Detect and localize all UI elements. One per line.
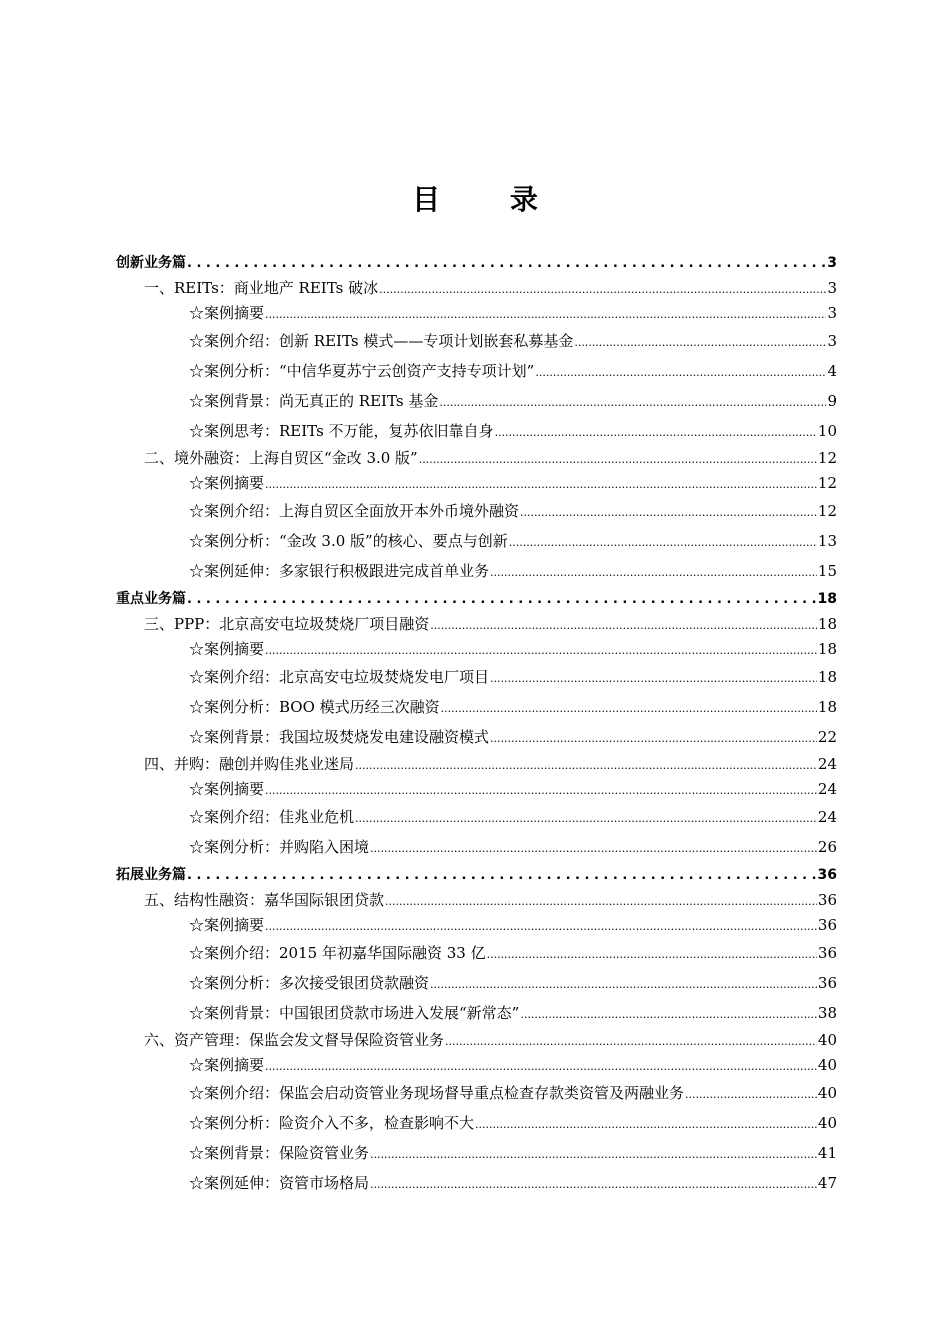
toc-subentry[interactable] (116, 471, 837, 496)
toc-entry-text: 重点业务篇 (116, 591, 186, 607)
toc-subentry[interactable] (116, 326, 837, 356)
toc-page-number: 18 (817, 640, 837, 658)
toc-page-number: 3 (827, 304, 837, 322)
toc-subentry[interactable] (116, 301, 837, 326)
toc-subentry[interactable] (116, 913, 837, 938)
toc-page-number: 18 (817, 668, 837, 686)
toc-entry-text: ☆案例摘要 (189, 474, 265, 492)
toc-dot-leader (265, 304, 826, 322)
toc-dot-leader (509, 532, 817, 550)
toc-page-number: 9 (827, 392, 837, 410)
toc-entry-text: ☆案例背景：中国银团贷款市场进入发展“新常态” (189, 1004, 520, 1022)
toc-entry-text: ☆案例介绍：上海自贸区全面放开本外币境外融资 (189, 502, 520, 520)
toc-dot-leader (370, 1144, 817, 1162)
toc-entry-text: ☆案例思考：REITs 不万能，复苏依旧靠自身 (189, 422, 494, 440)
toc-entry-text: ☆案例分析：险资介入不多，检查影响不大 (189, 1114, 475, 1132)
toc-dot-leader (355, 755, 817, 773)
toc-section-heading[interactable] (116, 250, 837, 276)
toc-entry-text: ☆案例分析：并购陷入困境 (189, 838, 370, 856)
toc-subentry[interactable] (116, 1078, 837, 1108)
toc-subentry[interactable] (116, 1168, 837, 1198)
toc-page-number: 15 (817, 562, 837, 580)
toc-dot-leader (685, 1084, 817, 1102)
toc-subentry[interactable] (116, 1108, 837, 1138)
toc-entry-text: ☆案例延伸：资管市场格局 (189, 1174, 370, 1192)
toc-subentry[interactable] (116, 556, 837, 586)
toc-entry-text: 二、境外融资：上海自贸区“金改 3.0 版” (144, 449, 418, 467)
toc-dot-leader (187, 254, 826, 272)
toc-page-number: 38 (817, 1004, 837, 1022)
toc-entry-text: 三、PPP：北京高安屯垃圾焚烧厂项目融资 (144, 615, 430, 633)
toc-subentry[interactable] (116, 998, 837, 1028)
toc-dot-leader (439, 392, 826, 410)
toc-page-number: 22 (817, 728, 837, 746)
toc-entry-text: ☆案例介绍：北京高安屯垃圾焚烧发电厂项目 (189, 668, 490, 686)
toc-entry-text: ☆案例背景：保险资管业务 (189, 1144, 370, 1162)
toc-dot-leader (419, 449, 817, 467)
toc-subentry[interactable] (116, 416, 837, 446)
toc-entry-text: ☆案例摘要 (189, 640, 265, 658)
toc-dot-leader (187, 590, 817, 608)
toc-subentry[interactable] (116, 938, 837, 968)
toc-page-number: 18 (817, 591, 837, 607)
toc-chapter-entry[interactable] (116, 446, 837, 471)
toc-subentry[interactable] (116, 692, 837, 722)
toc-dot-leader (265, 1056, 817, 1074)
toc-subentry[interactable] (116, 1053, 837, 1078)
toc-page-number: 4 (827, 362, 837, 380)
toc-subentry[interactable] (116, 386, 837, 416)
toc-dot-leader (487, 944, 817, 962)
toc-page-number: 3 (827, 332, 837, 350)
toc-chapter-entry[interactable] (116, 888, 837, 913)
toc-dot-leader (265, 780, 817, 798)
toc-page-number: 10 (817, 422, 837, 440)
toc-page-number: 12 (817, 474, 837, 492)
toc-page-number: 36 (817, 916, 837, 934)
toc-entry-text: ☆案例分析：BOO 模式历经三次融资 (189, 698, 440, 716)
toc-dot-leader (490, 562, 817, 580)
toc-page-number: 26 (817, 838, 837, 856)
toc-dot-leader (370, 1174, 817, 1192)
toc-entry-text: ☆案例介绍：创新 REITs 模式——专项计划嵌套私募基金 (189, 332, 574, 350)
toc-page-number: 24 (817, 808, 837, 826)
toc-dot-leader (187, 866, 817, 884)
toc-entry-text: ☆案例分析：“中信华夏苏宁云创资产支持专项计划” (189, 362, 535, 380)
toc-subentry[interactable] (116, 968, 837, 998)
toc-page-number: 18 (817, 615, 837, 633)
toc-entry-text: ☆案例介绍：保监会启动资管业务现场督导重点检查存款类资管及两融业务 (189, 1084, 685, 1102)
toc-entry-text: 创新业务篇 (116, 255, 186, 271)
toc-dot-leader (385, 891, 817, 909)
table-of-contents (116, 250, 837, 1198)
toc-entry-text: ☆案例摘要 (189, 1056, 265, 1074)
toc-page-number: 12 (817, 449, 837, 467)
toc-page-number: 36 (817, 944, 837, 962)
toc-dot-leader (265, 640, 817, 658)
toc-entry-text: 拓展业务篇 (116, 867, 186, 883)
toc-dot-leader (430, 974, 817, 992)
toc-page-number: 36 (817, 974, 837, 992)
toc-page-number: 41 (817, 1144, 837, 1162)
toc-chapter-entry[interactable] (116, 1028, 837, 1053)
toc-page-number: 36 (817, 891, 837, 909)
toc-subentry[interactable] (116, 356, 837, 386)
toc-page-number: 40 (817, 1031, 837, 1049)
toc-dot-leader (574, 332, 826, 350)
toc-entry-text: 一、REITs：商业地产 REITs 破冰 (144, 279, 379, 297)
toc-dot-leader (355, 808, 817, 826)
toc-subentry[interactable] (116, 722, 837, 752)
toc-entry-text: 六、资产管理：保监会发文督导保险资管业务 (144, 1031, 445, 1049)
toc-section-heading[interactable] (116, 586, 837, 612)
toc-page-number: 3 (827, 255, 837, 271)
toc-dot-leader (490, 728, 817, 746)
toc-page-number: 3 (827, 279, 837, 297)
toc-dot-leader (520, 502, 817, 520)
toc-dot-leader (265, 474, 817, 492)
toc-dot-leader (495, 422, 817, 440)
toc-entry-text: ☆案例介绍：佳兆业危机 (189, 808, 355, 826)
toc-dot-leader (265, 916, 817, 934)
toc-dot-leader (475, 1114, 817, 1132)
toc-entry-text: ☆案例摘要 (189, 780, 265, 798)
toc-page-number: 18 (817, 698, 837, 716)
toc-subentry[interactable] (116, 1138, 837, 1168)
toc-entry-text: ☆案例摘要 (189, 304, 265, 322)
toc-page-number: 40 (817, 1056, 837, 1074)
toc-page-number: 40 (817, 1084, 837, 1102)
toc-entry-text: ☆案例延伸：多家银行积极跟进完成首单业务 (189, 562, 490, 580)
toc-section-heading[interactable] (116, 862, 837, 888)
toc-entry-text: ☆案例分析：“金改 3.0 版”的核心、要点与创新 (189, 532, 508, 550)
toc-entry-text: ☆案例背景：我国垃圾焚烧发电建设融资模式 (189, 728, 490, 746)
toc-subentry[interactable] (116, 637, 837, 662)
toc-dot-leader (445, 1031, 817, 1049)
toc-dot-leader (430, 615, 817, 633)
toc-dot-leader (520, 1004, 817, 1022)
toc-chapter-entry[interactable] (116, 612, 837, 637)
toc-entry-text: 四、并购：融创并购佳兆业迷局 (144, 755, 355, 773)
toc-subentry[interactable] (116, 832, 837, 862)
toc-subentry[interactable] (116, 526, 837, 556)
toc-page-number: 13 (817, 532, 837, 550)
toc-dot-leader (379, 279, 826, 297)
page-title: 目 录 (412, 183, 568, 216)
toc-dot-leader (370, 838, 817, 856)
toc-chapter-entry[interactable] (116, 276, 837, 301)
toc-subentry[interactable] (116, 662, 837, 692)
toc-page-number: 24 (817, 755, 837, 773)
toc-page-number: 12 (817, 502, 837, 520)
toc-entry-text: ☆案例分析：多次接受银团贷款融资 (189, 974, 430, 992)
toc-subentry[interactable] (116, 777, 837, 802)
toc-page-number: 47 (817, 1174, 837, 1192)
toc-entry-text: ☆案例背景：尚无真正的 REITs 基金 (189, 392, 439, 410)
toc-subentry[interactable] (116, 802, 837, 832)
toc-subentry[interactable] (116, 496, 837, 526)
toc-entry-text: ☆案例介绍：2015 年初嘉华国际融资 33 亿 (189, 944, 486, 962)
toc-page-number: 36 (817, 867, 837, 883)
toc-entry-text: 五、结构性融资：嘉华国际银团贷款 (144, 891, 385, 909)
toc-page-number: 24 (817, 780, 837, 798)
toc-page-number: 40 (817, 1114, 837, 1132)
toc-dot-leader (490, 668, 817, 686)
toc-dot-leader (441, 698, 817, 716)
toc-chapter-entry[interactable] (116, 752, 837, 777)
toc-dot-leader (535, 362, 826, 380)
toc-entry-text: ☆案例摘要 (189, 916, 265, 934)
